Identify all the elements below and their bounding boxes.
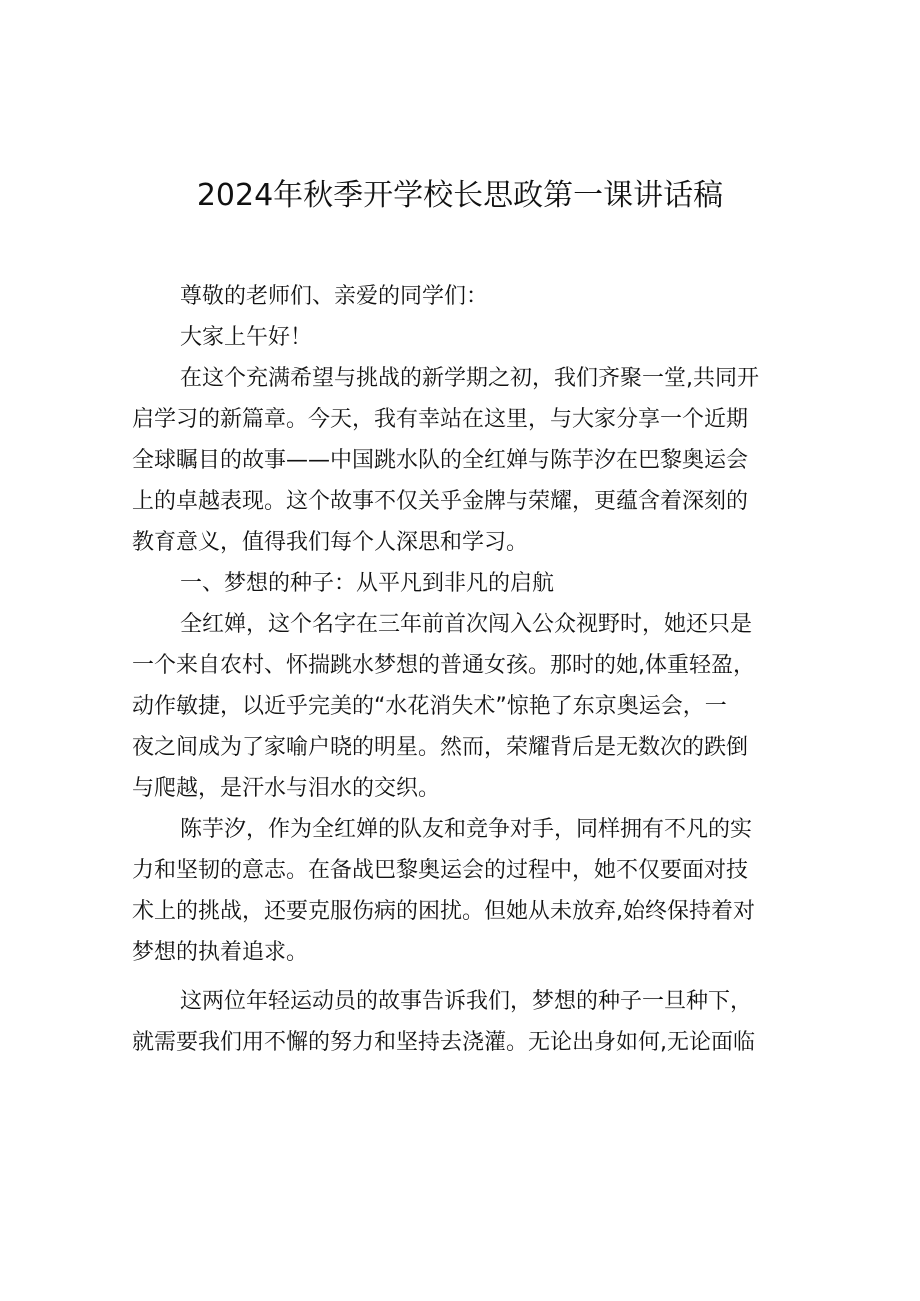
paragraph-line: 上的卓越表现。这个故事不仅关乎金牌与荣耀，更蕴含着深刻的 — [132, 489, 749, 514]
paragraph-line: 与爬越，是汗水与泪水的交织。 — [132, 776, 441, 801]
paragraph-line: 陈芋汐，作为全红婵的队友和竞争对手，同样拥有不凡的实 — [180, 817, 753, 842]
paragraph-line: 一个来自农村、怀揣跳水梦想的普通女孩。那时的她,体重轻盈， — [132, 653, 755, 678]
paragraph-line: 这两位年轻运动员的故事告诉我们，梦想的种子一旦种下， — [180, 989, 753, 1014]
paragraph-line: 梦想的执着追求。 — [132, 940, 309, 965]
greeting: 大家上午好！ — [180, 325, 313, 350]
paragraph-line: 在这个充满希望与挑战的新学期之初，我们齐聚一堂,共同开 — [180, 366, 759, 391]
paragraph-spacer — [132, 973, 792, 981]
paragraph-line: 全红婵，这个名字在三年前首次闯入公众视野时，她还只是 — [180, 612, 753, 637]
paragraph-line: 动作敏捷，以近乎完美的“水花消失术”惊艳了东京奥运会，一 — [132, 694, 727, 719]
paragraph-line: 夜之间成为了家喻户晓的明星。然而，荣耀背后是无数次的跌倒 — [132, 735, 749, 760]
paragraph-line: 全球瞩目的故事——中国跳水队的全红婵与陈芋汐在巴黎奥运会 — [132, 448, 749, 473]
paragraph-line: 教育意义，值得我们每个人深思和学习。 — [132, 530, 529, 555]
paragraph-line: 术上的挑战，还要克服伤病的困扰。但她从未放弃,始终保持着对 — [132, 899, 755, 924]
paragraph-line: 就需要我们用不懈的努力和坚持去浇灌。无论出身如何,无论面临 — [132, 1030, 755, 1055]
document-body — [132, 276, 792, 1063]
salutation: 尊敬的老师们、亲爱的同学们： — [180, 284, 489, 309]
section-heading: 一、梦想的种子：从平凡到非凡的启航 — [180, 571, 555, 596]
paragraph-line: 启学习的新篇章。今天，我有幸站在这里，与大家分享一个近期 — [132, 407, 749, 432]
paragraph-line: 力和坚韧的意志。在备战巴黎奥运会的过程中，她不仅要面对技 — [132, 858, 749, 883]
document-title: 2024年秋季开学校长思政第一课讲话稿 — [196, 178, 724, 213]
